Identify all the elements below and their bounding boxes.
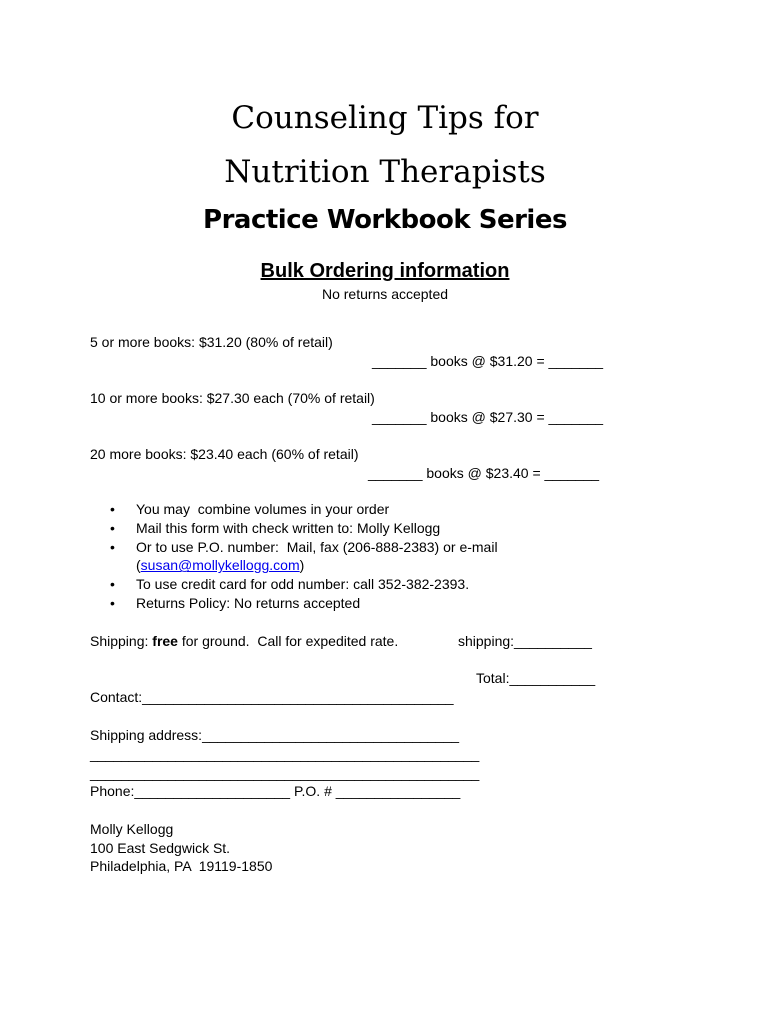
list-item: • Returns Policy: No returns accepted — [110, 594, 361, 611]
mailing-city: Philadelphia, PA 19119-1850 — [90, 858, 273, 874]
tier-3-label: 20 more books: $23.40 each (60% of retail) — [90, 446, 359, 462]
shipping-info: Shipping: free for ground. Call for expedited rate. — [90, 633, 399, 649]
series-title: Practice Workbook Series — [203, 205, 567, 235]
shipping-address-line-3: __________________________________________________ — [90, 765, 480, 781]
no-returns-note: No returns accepted — [321, 286, 449, 302]
shipping-free: free — [152, 633, 178, 649]
tier-1-order-line: _______ books @ $31.20 = _______ — [372, 353, 604, 369]
mailing-street: 100 East Sedgwick St. — [90, 840, 231, 856]
tier-1-label: 5 or more books: $31.20 (80% of retail) — [90, 334, 333, 350]
bullet-icon: • — [110, 576, 115, 593]
bullet-icon: • — [110, 519, 115, 536]
tier-2-order-line: _______ books @ $27.30 = _______ — [372, 409, 604, 425]
ordering-notes-list — [110, 500, 498, 613]
title-line-1: Counseling Tips for — [231, 100, 539, 136]
shipping-blank: shipping:__________ — [458, 633, 592, 649]
list-item: • Or to use P.O. number: Mail, fax (206-888-2383) or e-mail (susan@mollykellogg.com) — [110, 538, 498, 574]
phone-po-field: Phone:____________________ P.O. # ________________ — [90, 783, 461, 799]
bullet-icon: • — [110, 594, 115, 611]
contact-field: Contact:________________________________________ — [90, 689, 454, 705]
title-line-2: Nutrition Therapists — [224, 154, 546, 190]
email-link[interactable]: susan@mollykellogg.com — [140, 557, 300, 574]
list-item: • You may combine volumes in your order — [110, 501, 390, 517]
tier-3-order-line: _______ books @ $23.40 = _______ — [368, 465, 600, 481]
bullet-icon: • — [110, 501, 115, 517]
bulk-ordering-heading: Bulk Ordering information — [260, 260, 510, 282]
shipping-address-field: Shipping address:_________________________________ — [90, 727, 460, 743]
list-item: • Mail this form with check written to: Molly Kellogg — [110, 519, 441, 536]
bullet-icon: • — [110, 538, 115, 555]
mailing-name: Molly Kellogg — [90, 821, 174, 837]
list-item: • To use credit card for odd number: call 352-382-2393. — [110, 576, 470, 593]
tier-2-label: 10 or more books: $27.30 each (70% of retail) — [90, 390, 375, 406]
shipping-address-line-2: __________________________________________________ — [90, 746, 480, 762]
total-blank: Total:___________ — [476, 670, 596, 686]
